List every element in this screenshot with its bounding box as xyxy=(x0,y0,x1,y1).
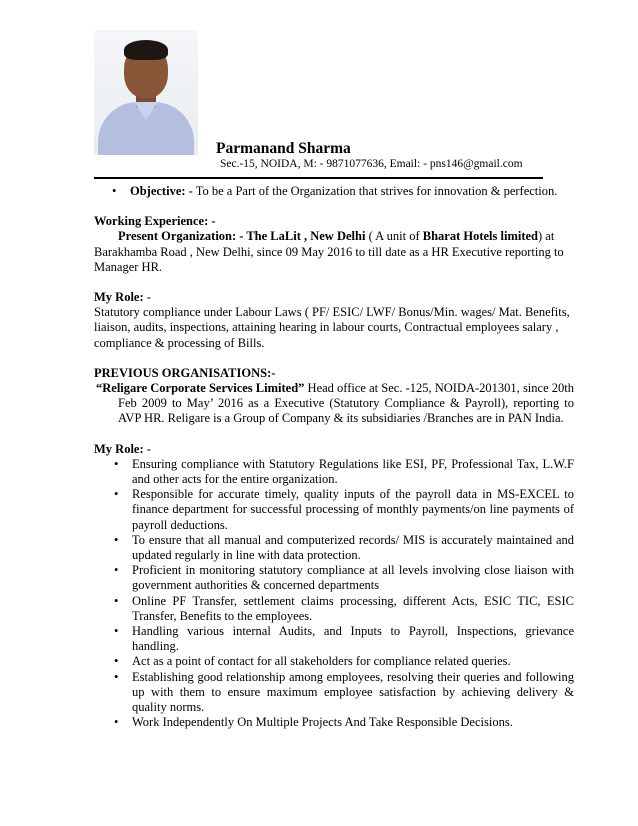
header-divider xyxy=(94,177,543,179)
present-organization xyxy=(94,229,574,275)
list-item: • Act as a point of contact for all stakeholders for compliance related queries. xyxy=(114,654,511,669)
objective-text: To be a Part of the Organization that strives for innovation & perfection. xyxy=(192,184,558,198)
contact-line: Sec.-15, NOIDA, M: - 9871077636, Email: - pns146@gmail.com xyxy=(220,158,523,170)
present-org-details: ) at Barakhamba Road , New Delhi, since 09 May 2016 to till date as a HR Executive reporting to Manager HR. xyxy=(94,229,564,274)
my-role-heading-1: My Role: - xyxy=(94,290,151,305)
list-item: • Responsible for accurate timely, quality inputs of the payroll data in MS-EXCEL to finance department for successful processing of monthly payments/on line payments of payroll deductions. xyxy=(114,487,574,532)
list-item: • To ensure that all manual and computerized records/ MIS is accurately maintained and updated regularly in line with data protection. xyxy=(114,532,574,563)
previous-company-details: Head office at Sec. -125, NOIDA-201301, since 20th Feb 2009 to May’ 2016 as a Executive (Statutory Compliance & Payroll), reporting to AVP HR. Religare is a Group of Company & its subsidiaries /Branches are in PAN India. xyxy=(118,381,574,426)
present-org-parent: Bharat Hotels limited xyxy=(422,229,538,244)
list-item: • Proficient in monitoring statutory compliance at all levels involving close liaison with government authorities & concerned departments xyxy=(114,563,574,593)
candidate-name: Parmanand Sharma xyxy=(216,140,351,157)
list-item: • Online PF Transfer, settlement claims processing, different Acts, ESIC TIC, ESIC Transfer, Benefits to the employees. xyxy=(114,593,574,623)
previous-organisation-entry xyxy=(94,381,574,427)
previous-company: “Religare Corporate Services Limited” xyxy=(96,381,305,396)
list-item: • Handling various internal Audits, and Inputs to Payroll, Inspections, grievance handling. xyxy=(114,624,574,654)
bullet-glyph: • xyxy=(112,184,117,198)
list-item: • Establishing good relationship among employees, resolving their queries and following up with them to ensure maximum employee satisfaction by achieving delivery & quality norms. xyxy=(114,669,574,715)
list-item: • Ensuring compliance with Statutory Regulations like ESI, PF, Professional Tax, L.W.F and other acts for the entire organization. xyxy=(114,456,574,487)
profile-photo xyxy=(94,30,198,155)
present-org-mid: ( A unit of xyxy=(365,229,423,244)
my-role-heading-2: My Role: - xyxy=(94,441,151,456)
role-responsibilities-list xyxy=(94,457,574,731)
objective-line xyxy=(94,184,574,199)
objective-label: Objective: - xyxy=(130,184,193,198)
present-org-label: Present Organization: - The LaLit , New Delhi xyxy=(118,229,366,244)
my-role-text-1: Statutory compliance under Labour Laws ( PF/ ESIC/ LWF/ Bonus/Min. wages/ Mat. Benefits, liaison, audits, inspections, attaining hearing in labour courts, Contractual employees salary , compliance & processing of Bills. xyxy=(94,305,570,350)
working-experience-heading: Working Experience: - xyxy=(94,214,216,229)
list-item: • Work Independently On Multiple Projects And Take Responsible Decisions. xyxy=(114,715,513,730)
resume-body xyxy=(94,184,574,731)
previous-organisations-heading: PREVIOUS ORGANISATIONS:- xyxy=(94,365,276,380)
